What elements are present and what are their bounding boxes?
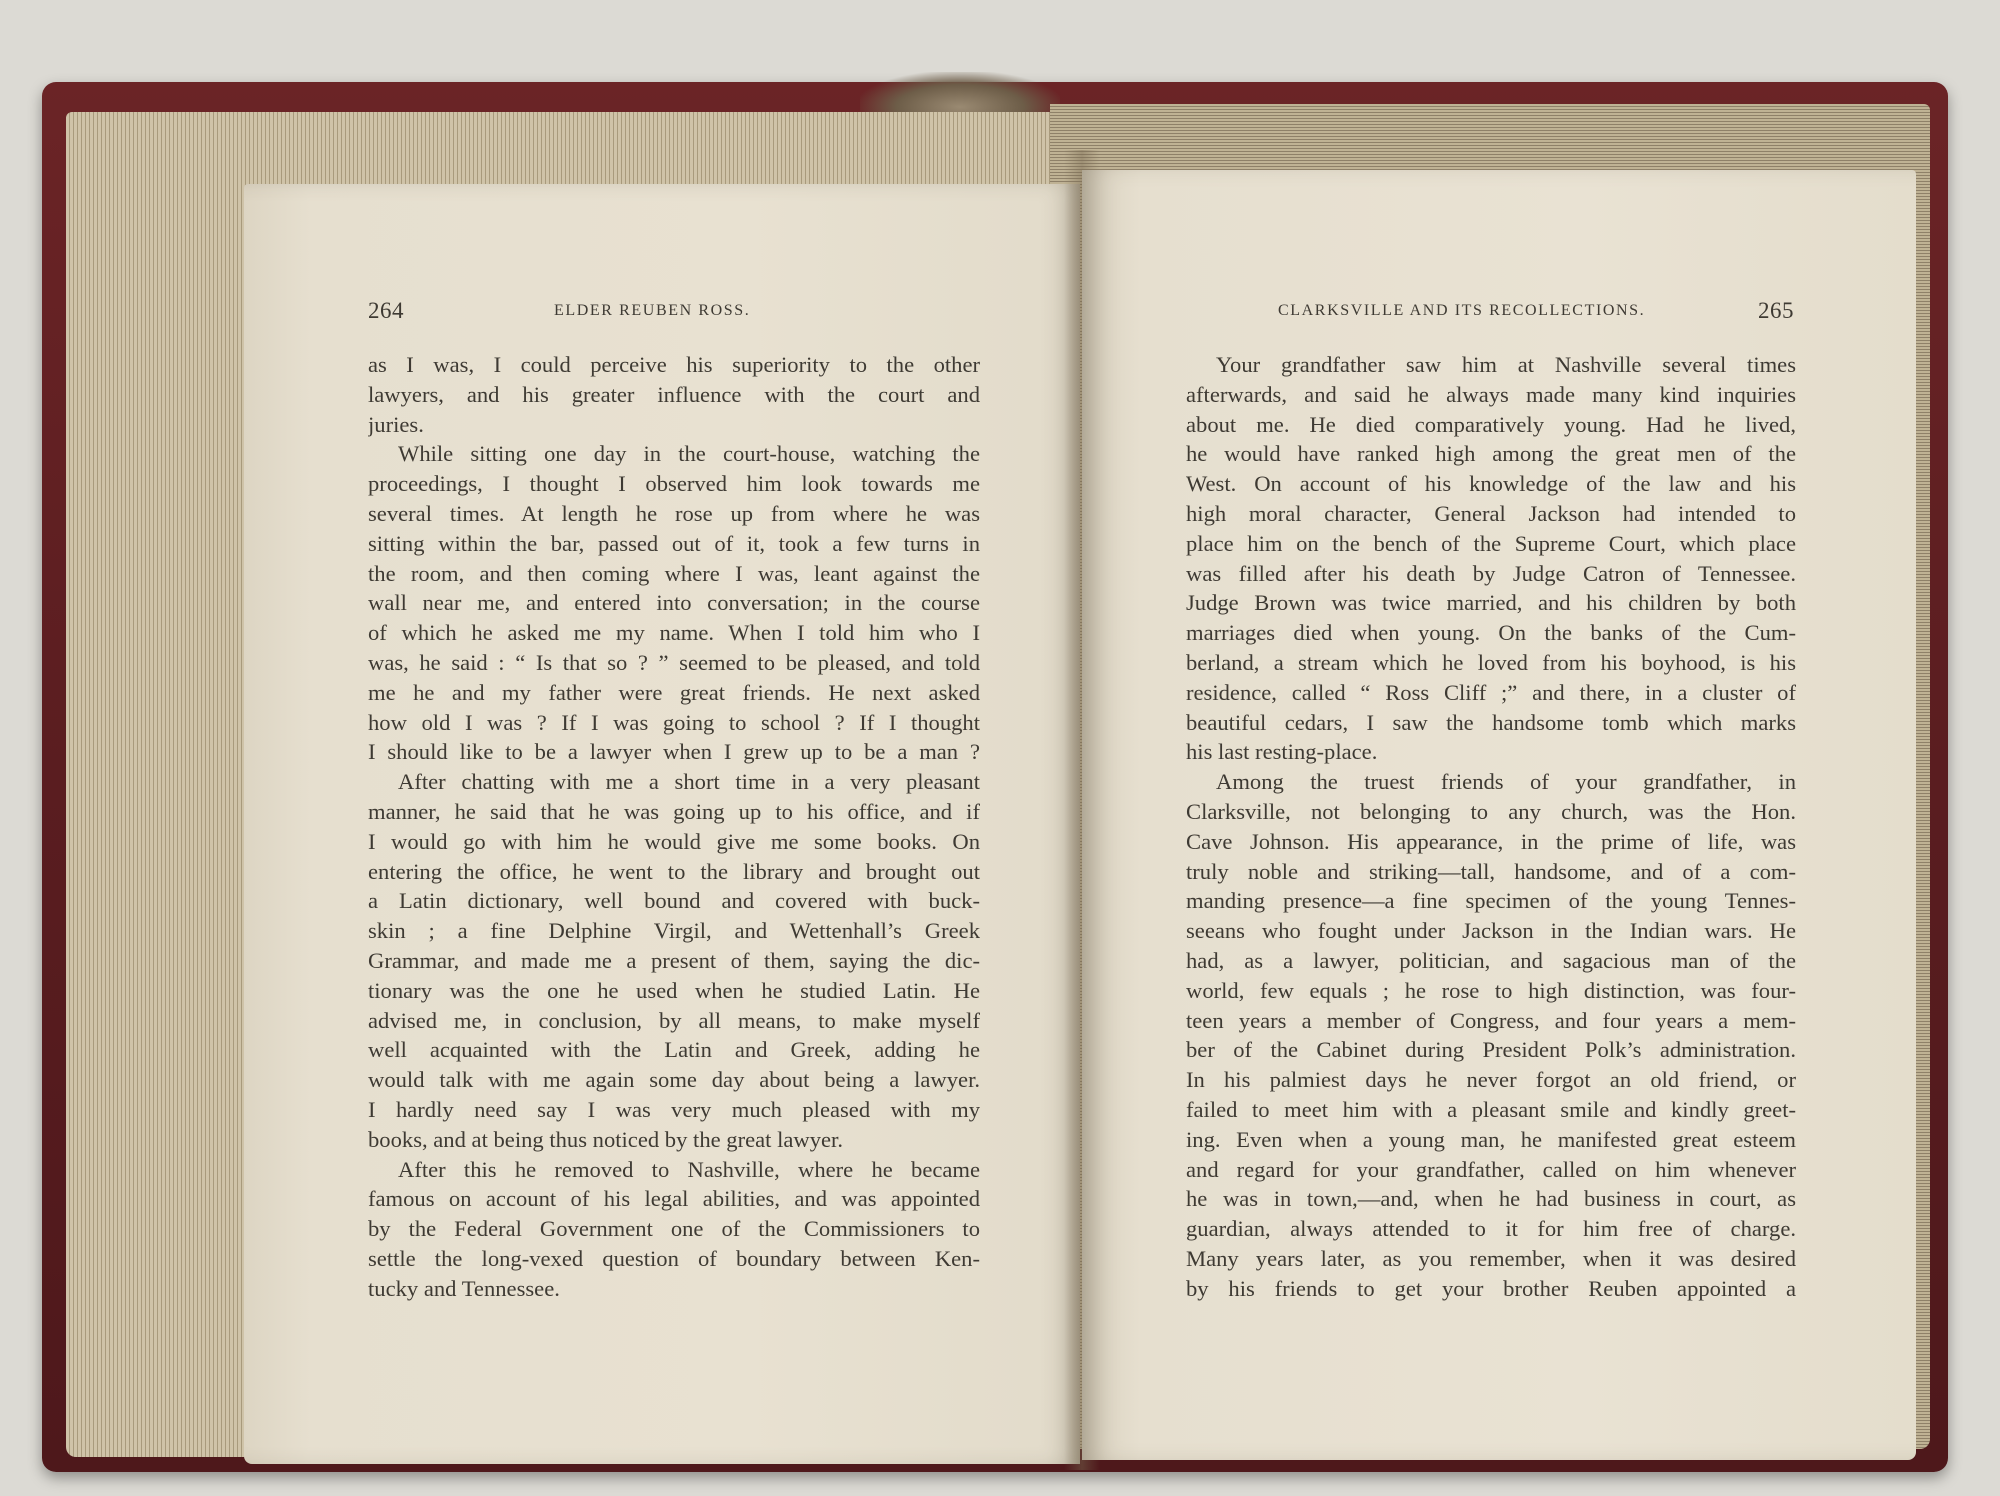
text-line: was filled after his death by Judge Catron of Tennessee. bbox=[1186, 560, 1796, 586]
text-line: he was in town,—and, when he had business in court, as bbox=[1186, 1186, 1796, 1212]
text-line: ing. Even when a young man, he manifested great esteem bbox=[1186, 1126, 1796, 1152]
text-line: advised me, in conclusion, by all means, to make myself bbox=[368, 1007, 980, 1033]
right-running-head bbox=[1082, 298, 1916, 328]
text-line: world, few equals ; he rose to high distinction, was four- bbox=[1186, 977, 1796, 1003]
text-line: seeans who fought under Jackson in the Indian wars. He bbox=[1186, 918, 1796, 944]
text-line: Many years later, as you remember, when it was desired bbox=[1186, 1245, 1796, 1271]
text-line: was, he said : “ Is that so ? ” seemed to be pleased, and told bbox=[368, 649, 980, 675]
text-line: the room, and then coming where I was, leant against the bbox=[368, 560, 980, 586]
text-line: books, and at being thus noticed by the great lawyer. bbox=[368, 1126, 843, 1152]
text-line: In his palmiest days he never forgot an old friend, or bbox=[1186, 1067, 1796, 1093]
text-line: I would go with him he would give me some books. On bbox=[368, 828, 980, 854]
text-line: sitting within the bar, passed out of it, took a few turns in bbox=[368, 530, 980, 556]
text-line: manding presence—a fine specimen of the young Tennes- bbox=[1186, 888, 1796, 914]
text-line: truly noble and striking—tall, handsome, and of a com- bbox=[1186, 858, 1796, 884]
text-line: of which he asked me my name. When I told him who I bbox=[368, 620, 980, 646]
text-line: a Latin dictionary, well bound and covered with buck- bbox=[368, 888, 980, 914]
text-line: manner, he said that he was going up to his office, and if bbox=[368, 798, 980, 824]
left-running-head bbox=[368, 298, 1080, 328]
text-line: skin ; a fine Delphine Virgil, and Wettenhall’s Greek bbox=[368, 918, 980, 944]
text-line: high moral character, General Jackson had intended to bbox=[1186, 500, 1796, 526]
right-text-block bbox=[1186, 350, 1796, 1304]
text-line: lawyers, and his greater influence with the court and bbox=[368, 381, 980, 407]
right-page-number: 265 bbox=[1758, 298, 1794, 323]
text-line: he would have ranked high among the great men of the bbox=[1186, 441, 1796, 467]
text-line: would talk with me again some day about being a lawyer. bbox=[368, 1067, 980, 1093]
text-line: well acquainted with the Latin and Greek, adding he bbox=[368, 1037, 980, 1063]
text-line: beautiful cedars, I saw the handsome tomb which marks bbox=[1186, 709, 1796, 735]
text-line: residence, called “ Ross Cliff ;” and there, in a cluster of bbox=[1186, 679, 1796, 705]
text-line: how old I was ? If I was going to school ? If I thought bbox=[368, 709, 980, 735]
text-line: I hardly need say I was very much pleased with my bbox=[368, 1096, 980, 1122]
text-line: guardian, always attended to it for him free of charge. bbox=[1186, 1216, 1796, 1242]
text-line: had, as a lawyer, politician, and sagacious man of the bbox=[1186, 947, 1796, 973]
text-line: failed to meet him with a pleasant smile and kindly greet- bbox=[1186, 1096, 1796, 1122]
text-line: Clarksville, not belonging to any church, was the Hon. bbox=[1186, 798, 1796, 824]
text-line: marriages died when young. On the banks of the Cum- bbox=[1186, 620, 1796, 646]
text-line: afterwards, and said he always made many kind inquiries bbox=[1186, 381, 1796, 407]
text-line: about me. He died comparatively young. Had he lived, bbox=[1186, 411, 1796, 437]
left-text-block bbox=[368, 350, 980, 1304]
text-line: several times. At length he rose up from where he was bbox=[368, 500, 980, 526]
text-line: me he and my father were great friends. He next asked bbox=[368, 679, 980, 705]
text-line: his last resting-place. bbox=[1186, 739, 1378, 765]
text-line: berland, a stream which he loved from his boyhood, is his bbox=[1186, 649, 1796, 675]
right-page bbox=[1082, 170, 1916, 1460]
text-line: After chatting with me a short time in a very pleasant bbox=[398, 769, 980, 795]
text-line: Among the truest friends of your grandfather, in bbox=[1216, 769, 1796, 795]
left-page bbox=[244, 184, 1080, 1464]
text-line: by his friends to get your brother Reuben appointed a bbox=[1186, 1275, 1796, 1301]
text-line: ber of the Cabinet during President Polk’s administration. bbox=[1186, 1037, 1796, 1063]
text-line: After this he removed to Nashville, where he became bbox=[398, 1156, 980, 1182]
text-line: teen years a member of Congress, and four years a mem- bbox=[1186, 1007, 1796, 1033]
text-line: Judge Brown was twice married, and his children by both bbox=[1186, 590, 1796, 616]
text-line: tucky and Tennessee. bbox=[368, 1275, 560, 1301]
text-line: proceedings, I thought I observed him look towards me bbox=[368, 471, 980, 497]
text-line: West. On account of his knowledge of the law and his bbox=[1186, 471, 1796, 497]
text-line: as I was, I could perceive his superiority to the other bbox=[368, 352, 980, 377]
left-running-title: ELDER REUBEN ROSS. bbox=[554, 302, 751, 319]
text-line: Grammar, and made me a present of them, saying the dic- bbox=[368, 947, 980, 973]
text-line: place him on the bench of the Supreme Court, which place bbox=[1186, 530, 1796, 556]
text-line: Your grandfather saw him at Nashville several times bbox=[1216, 352, 1796, 377]
text-line: Cave Johnson. His appearance, in the prime of life, was bbox=[1186, 828, 1796, 854]
text-line: famous on account of his legal abilities, and was appointed bbox=[368, 1186, 980, 1212]
text-line: wall near me, and entered into conversation; in the course bbox=[368, 590, 980, 616]
text-line: While sitting one day in the court-house, watching the bbox=[398, 441, 980, 467]
text-line: entering the office, he went to the library and brought out bbox=[368, 858, 980, 884]
left-page-number: 264 bbox=[368, 298, 404, 323]
text-line: settle the long-vexed question of boundary between Ken- bbox=[368, 1245, 980, 1271]
text-line: and regard for your grandfather, called on him whenever bbox=[1186, 1156, 1796, 1182]
right-running-title: CLARKSVILLE AND ITS RECOLLECTIONS. bbox=[1278, 302, 1646, 319]
text-line: by the Federal Government one of the Commissioners to bbox=[368, 1216, 980, 1242]
text-line: juries. bbox=[368, 411, 424, 437]
text-line: I should like to be a lawyer when I grew up to be a man ? bbox=[368, 739, 980, 765]
text-line: tionary was the one he used when he studied Latin. He bbox=[368, 977, 980, 1003]
